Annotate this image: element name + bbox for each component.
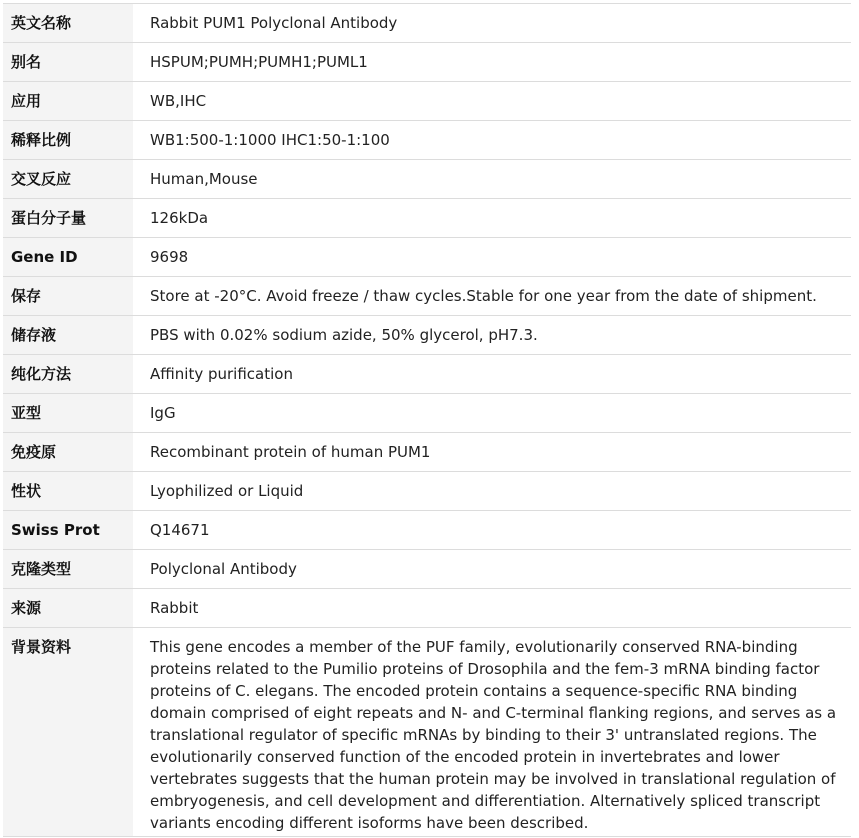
spec-label: Gene ID <box>3 238 133 277</box>
spec-label: 亚型 <box>3 394 133 433</box>
spec-label: 免疫原 <box>3 433 133 472</box>
spec-label: 来源 <box>3 589 133 628</box>
spec-value: Affinity purification <box>133 355 851 394</box>
spec-row-alias <box>3 43 851 82</box>
spec-value: Rabbit PUM1 Polyclonal Antibody <box>133 4 851 43</box>
spec-value: HSPUM;PUMH;PUMH1;PUML1 <box>133 43 851 82</box>
spec-row-clonality <box>3 550 851 589</box>
spec-value: PBS with 0.02% sodium azide, 50% glycerol, pH7.3. <box>133 316 851 355</box>
spec-row-application <box>3 82 851 121</box>
spec-row-background <box>3 628 851 837</box>
product-spec-table <box>3 3 851 837</box>
spec-value: Rabbit <box>133 589 851 628</box>
spec-value: 126kDa <box>133 199 851 238</box>
spec-label: 英文名称 <box>3 4 133 43</box>
spec-value: Human,Mouse <box>133 160 851 199</box>
spec-label: 克隆类型 <box>3 550 133 589</box>
spec-label: 储存液 <box>3 316 133 355</box>
spec-row-english-name <box>3 4 851 43</box>
spec-value: WB,IHC <box>133 82 851 121</box>
spec-row-swiss-prot <box>3 511 851 550</box>
spec-row-buffer <box>3 316 851 355</box>
spec-label: 稀释比例 <box>3 121 133 160</box>
spec-value: IgG <box>133 394 851 433</box>
spec-row-purification <box>3 355 851 394</box>
spec-value: Q14671 <box>133 511 851 550</box>
spec-row-dilution <box>3 121 851 160</box>
spec-value: Store at -20°C. Avoid freeze / thaw cycles.Stable for one year from the date of shipment. <box>133 277 851 316</box>
spec-row-gene-id <box>3 238 851 277</box>
spec-row-molecular-weight <box>3 199 851 238</box>
spec-label: 纯化方法 <box>3 355 133 394</box>
spec-row-immunogen <box>3 433 851 472</box>
spec-value: Lyophilized or Liquid <box>133 472 851 511</box>
spec-value: Recombinant protein of human PUM1 <box>133 433 851 472</box>
spec-value: WB1:500-1:1000 IHC1:50-1:100 <box>133 121 851 160</box>
spec-value: 9698 <box>133 238 851 277</box>
spec-label: 应用 <box>3 82 133 121</box>
spec-label: 蛋白分子量 <box>3 199 133 238</box>
spec-row-isotype <box>3 394 851 433</box>
spec-label: 别名 <box>3 43 133 82</box>
background-description: This gene encodes a member of the PUF family, evolutionarily conserved RNA-binding proteins related to the Pumilio proteins of Drosophila and the fem-3 mRNA binding factor proteins of C. elegans. The encoded protein contains a sequence-specific RNA binding domain comprised of eight repeats and N- and C-terminal flanking regions, and serves as a translational regulator of specific mRNAs by binding to their 3' untranslated regions. The evolutionarily conserved function of the encoded protein in invertebrates and lower vertebrates suggests that the human protein may be involved in translational regulation of embryogenesis, and cell development and differentiation. Alternatively spliced transcript variants encoding different isoforms have been described. <box>133 628 851 837</box>
spec-row-form <box>3 472 851 511</box>
spec-label: 背景资料 <box>3 628 133 837</box>
spec-row-reactivity <box>3 160 851 199</box>
spec-label: 性状 <box>3 472 133 511</box>
spec-label: Swiss Prot <box>3 511 133 550</box>
spec-value: Polyclonal Antibody <box>133 550 851 589</box>
spec-label: 保存 <box>3 277 133 316</box>
spec-label: 交叉反应 <box>3 160 133 199</box>
spec-row-storage <box>3 277 851 316</box>
spec-row-host <box>3 589 851 628</box>
